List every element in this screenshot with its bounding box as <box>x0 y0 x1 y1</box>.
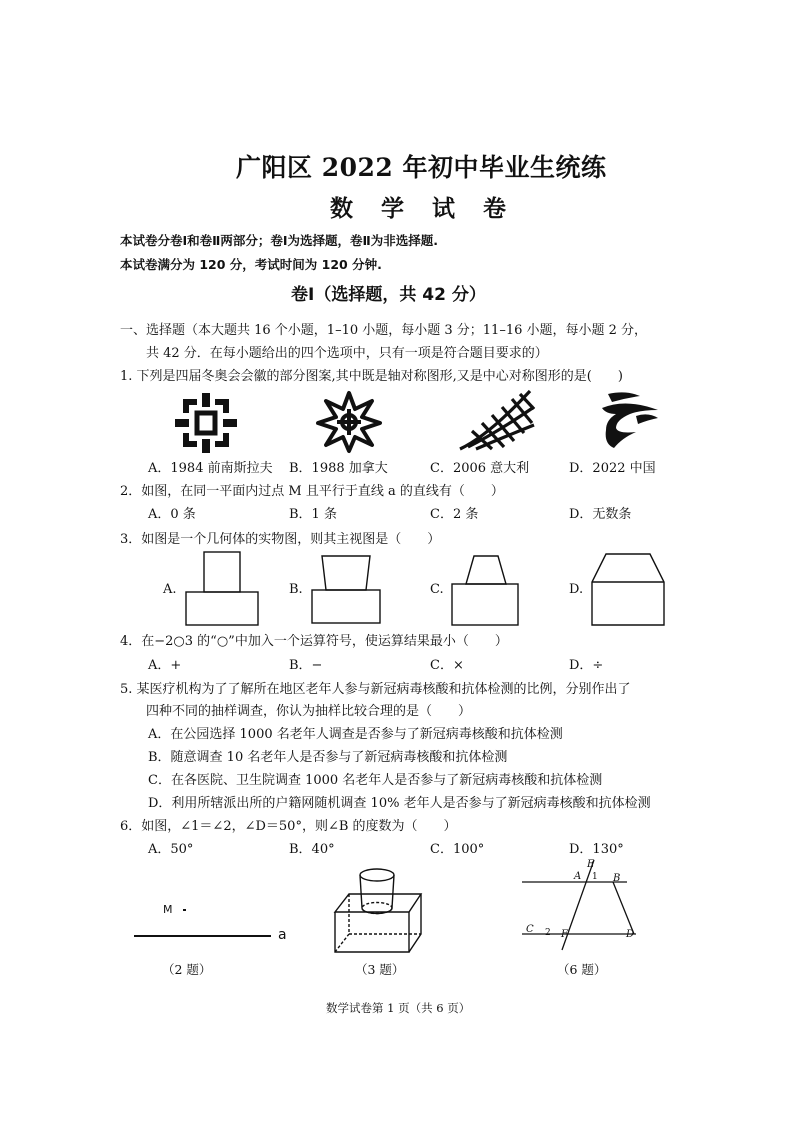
page-footer: 数学试卷第 1 页（共 6 页） <box>326 1001 471 1015</box>
fig2-caption: （2 题） <box>162 962 212 977</box>
emblem-2006-icon <box>458 391 536 451</box>
q4-option-a[interactable]: A．+ <box>148 658 182 673</box>
section-instruction-1: 一、选择题（本大题共 16 个小题，1–10 小题，每小题 3 分；11–16 小题，每小题 2 分， <box>120 323 648 338</box>
q5-option-b[interactable]: B．随意调查 10 名老年人是否参与了新冠病毒核酸和抗体检测 <box>148 750 508 765</box>
q2-option-d[interactable]: D．无数条 <box>569 507 632 522</box>
q1-stem: 1. 下列是四届冬奥会会徽的部分图案,其中既是轴对称图形,又是中心对称图形的是( ) <box>120 369 623 384</box>
fig3-caption: （3 题） <box>355 962 405 977</box>
q3-option-c[interactable]: C. <box>430 582 444 597</box>
emblem-1988-icon <box>316 391 382 453</box>
exam-note-2: 本试卷满分为 120 分，考试时间为 120 分钟. <box>120 257 382 272</box>
q6-option-a[interactable]: A．50° <box>148 842 194 857</box>
fig6-label-b: B <box>613 873 621 884</box>
fig6-label-2: 2 <box>545 928 551 938</box>
fig6-label-d: D <box>626 929 635 940</box>
q2-option-b[interactable]: B．1 条 <box>289 507 337 522</box>
emblem-1984-icon <box>175 393 237 453</box>
section-instruction-2: 共 42 分．在每小题给出的四个选项中，只有一项是符合题目要求的） <box>146 346 548 361</box>
q4-option-d[interactable]: D．÷ <box>569 658 604 673</box>
q1-option-a[interactable]: A．1984 前南斯拉夫 <box>148 461 273 476</box>
fig6-label-f: F <box>561 929 568 940</box>
fig2-line <box>134 935 271 937</box>
q4-option-b[interactable]: B．− <box>289 658 323 673</box>
exam-subtitle: 数 学 试 卷 <box>330 195 517 222</box>
q3-option-b-figure <box>312 556 380 624</box>
q3-option-a-figure <box>186 552 258 626</box>
q5-option-c[interactable]: C．在各医院、卫生院调查 1000 名老年人是否参与了新冠病毒核酸和抗体检测 <box>148 773 603 788</box>
fig2-point-label: M <box>163 903 173 916</box>
q3-option-c-figure <box>452 556 520 626</box>
fig2-line-label: a <box>278 927 287 943</box>
fig6-label-a: A <box>574 871 582 882</box>
fig6-caption: （6 题） <box>557 962 607 977</box>
fig2-point-mark <box>183 909 186 911</box>
exam-title: 广阳区 2022 年初中毕业生统练 <box>236 153 607 182</box>
q1-option-c[interactable]: C．2006 意大利 <box>430 461 530 476</box>
q5-stem-2: 四种不同的抽样调查，你认为抽样比较合理的是（ ） <box>146 704 472 719</box>
q6-option-d[interactable]: D．130° <box>569 842 624 857</box>
q5-option-d[interactable]: D．利用所辖派出所的户籍网随机调查 10% 老年人是否参与了新冠病毒核酸和抗体检测 <box>148 796 651 811</box>
q2-option-c[interactable]: C．2 条 <box>430 507 479 522</box>
q3-option-d-figure <box>592 554 664 626</box>
q4-option-c[interactable]: C．× <box>430 658 464 673</box>
part1-heading: 卷Ⅰ（选择题，共 42 分） <box>291 285 486 305</box>
fig6-label-1: 1 <box>592 872 598 882</box>
q6-option-c[interactable]: C．100° <box>430 842 485 857</box>
q3-option-a[interactable]: A. <box>163 582 177 597</box>
q2-option-a[interactable]: A．0 条 <box>148 507 196 522</box>
fig6-label-e: E <box>587 859 595 870</box>
q1-option-b[interactable]: B．1988 加拿大 <box>289 461 388 476</box>
emblem-2022-icon <box>596 388 660 452</box>
fig6-label-c: C <box>526 924 534 935</box>
q4-stem: 4．在−2○3 的“○”中加入一个运算符号，使运算结果最小（ ） <box>120 634 508 649</box>
q3-stem: 3．如图是一个几何体的实物图，则其主视图是（ ） <box>120 532 441 547</box>
q1-option-d[interactable]: D．2022 中国 <box>569 461 656 476</box>
fig3-solid-figure <box>331 866 423 954</box>
q2-stem: 2．如图，在同一平面内过点 M 且平行于直线 a 的直线有（ ） <box>120 484 504 499</box>
q3-option-b[interactable]: B. <box>289 582 303 597</box>
exam-note-1: 本试卷分卷Ⅰ和卷Ⅱ两部分；卷Ⅰ为选择题，卷Ⅱ为非选择题. <box>120 233 439 248</box>
q6-stem: 6．如图，∠1＝∠2，∠D＝50°，则∠B 的度数为（ ） <box>120 819 457 834</box>
q3-option-d[interactable]: D. <box>569 582 584 597</box>
q5-stem-1: 5. 某医疗机构为了了解所在地区老年人参与新冠病毒核酸和抗体检测的比例，分别作出了 <box>120 682 631 697</box>
q6-option-b[interactable]: B．40° <box>289 842 335 857</box>
q5-option-a[interactable]: A．在公园选择 1000 名老年人调查是否参与了新冠病毒核酸和抗体检测 <box>148 727 563 742</box>
